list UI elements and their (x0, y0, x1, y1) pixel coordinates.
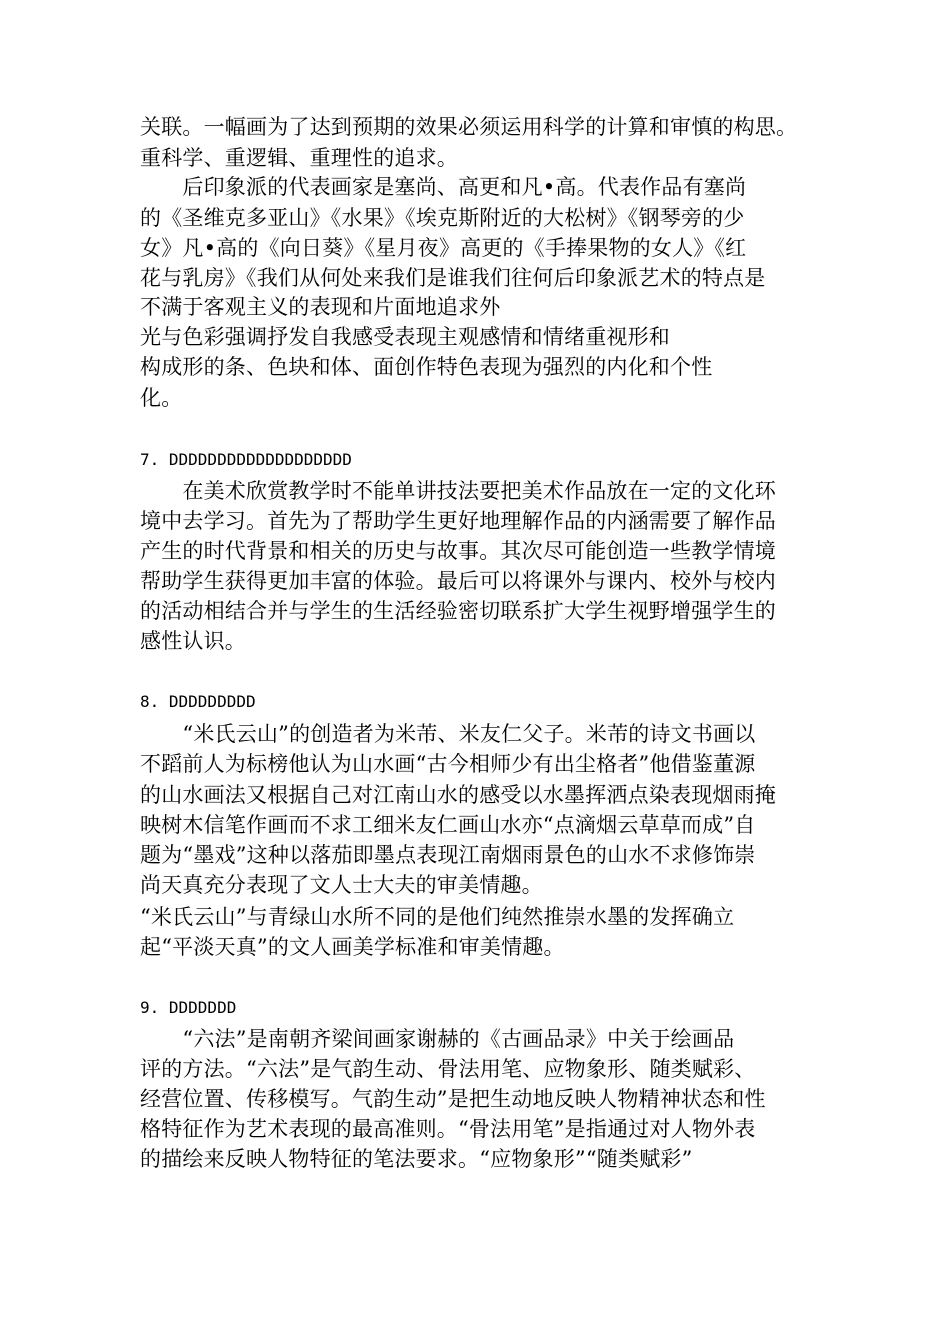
text-line: 的描绘来反映人物特征的笔法要求。“应物象形”“随类赋彩” (140, 1147, 693, 1171)
text-line: “米氏云山”与青绿山水所不同的是他们纯然推崇水墨的发挥确立 (140, 905, 735, 929)
text-line: 重科学、重逻辑、重理性的追求。 (140, 146, 458, 170)
text-line: 格特征作为艺术表现的最高准则。“骨法用笔”是指通过对人物外表 (140, 1117, 756, 1141)
text-line: 花与乳房》《我们从何处来我们是谁我们往何后印象派艺术的特点是 (140, 266, 766, 290)
text-line: 不蹈前人为标榜他认为山水画“古今相师少有出尘格者”他借鉴董源 (140, 752, 756, 776)
text-line: 在美术欣赏教学时不能单讲技法要把美术作品放在一定的文化环 (140, 479, 776, 503)
text-line: 帮助学生获得更加丰富的体验。最后可以将课外与课内、校外与校内 (140, 569, 776, 593)
text-line: 感性认识。 (140, 629, 246, 653)
text-line: 起“平淡天真”的文人画美学标准和审美情趣。 (140, 935, 565, 959)
text-line: 题为“墨戏”这种以落茄即墨点表现江南烟雨景色的山水不求修饰崇 (140, 843, 756, 867)
section-heading-9: 9. DDDDDDD (140, 998, 237, 1017)
text-line: 后印象派的代表画家是塞尚、高更和凡•高。代表作品有塞尚 (140, 175, 747, 199)
text-line: “米氏云山”的创造者为米芾、米友仁父子。米芾的诗文书画以 (140, 722, 756, 746)
text-line: 光与色彩强调抒发自我感受表现主观感情和情绪重视形和 (140, 325, 670, 349)
text-line: 尚天真充分表现了文人士大夫的审美情趣。 (140, 873, 543, 897)
section-heading-8: 8. DDDDDDDDD (140, 692, 256, 711)
text-line: 经营位置、传移模写。气韵生动”是把生动地反映人物精神状态和性 (140, 1087, 766, 1111)
text-line: 化。 (140, 386, 183, 410)
text-line: 关联。一幅画为了达到预期的效果必须运用科学的计算和审慎的构思。 (140, 115, 798, 139)
text-line: 不满于客观主义的表现和片面地追求外 (140, 295, 501, 319)
text-line: 的活动相结合并与学生的生活经验密切联系扩大学生视野增强学生的 (140, 599, 776, 623)
text-line: 女》凡•高的《向日葵》《星月夜》高更的《手捧果物的女人》《红 (140, 236, 747, 260)
text-line: 境中去学习。首先为了帮助学生更好地理解作品的内涵需要了解作品 (140, 509, 776, 533)
text-line: 评的方法。“六法”是气韵生动、骨法用笔、应物象形、随类赋彩、 (140, 1057, 756, 1081)
section-heading-7: 7. DDDDDDDDDDDDDDDDDDD (140, 450, 352, 469)
text-line: “六法”是南朝齐梁间画家谢赫的《古画品录》中关于绘画品 (140, 1027, 735, 1051)
text-line: 映树木信笔作画而不求工细米友仁画山水亦“点滴烟云草草而成”自 (140, 813, 756, 837)
text-line: 的《圣维克多亚山》《水果》《埃克斯附近的大松树》《钢琴旁的少 (140, 206, 745, 230)
text-line: 构成形的条、色块和体、面创作特色表现为强烈的内化和个性 (140, 355, 713, 379)
text-line: 的山水画法又根据自己对江南山水的感受以水墨挥洒点染表现烟雨掩 (140, 783, 776, 807)
text-line: 产生的时代背景和相关的历史与故事。其次尽可能创造一些教学情境 (140, 539, 776, 563)
